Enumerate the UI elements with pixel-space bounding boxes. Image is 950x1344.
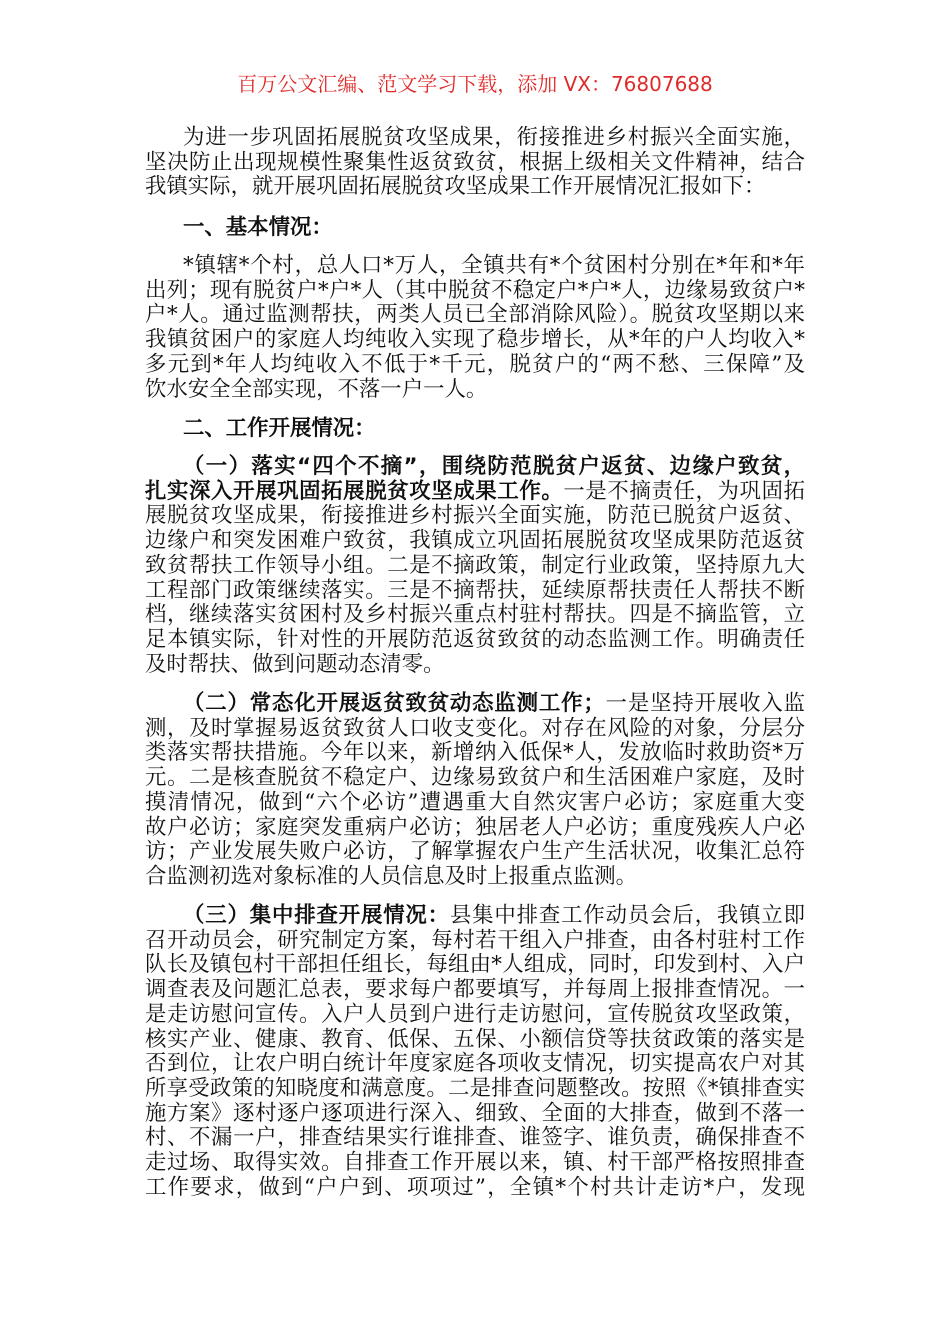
body-text: 工程部门政策继续落实。三是不摘帮扶，延续原帮扶责任人帮扶不断 [145, 577, 805, 603]
body-text: *镇辖*个村，总人口*万人，全镇共有*个贫困村分别在*年和*年 [183, 253, 805, 278]
paragraph-line [145, 765, 805, 790]
paragraph-line [145, 1125, 805, 1150]
paragraph-line [145, 352, 805, 377]
paragraph-line [145, 528, 805, 553]
body-text: 队长及镇包村干部担任组长，每组由*人组成，同时，印发到村、入户 [145, 952, 805, 978]
paragraph-line [145, 327, 805, 352]
bold-lead-text: （一）落实“四个不摘”，围绕防范脱贫户返贫、边缘户致贫， [183, 454, 805, 479]
body-text: 县集中排查工作动员会后，我镇立即 [449, 903, 805, 928]
body-text: 致贫帮扶工作领导小组。二是不摘政策，制定行业政策，坚持原九大 [145, 552, 805, 578]
bold-lead-text: （三）集中排查开展情况： [183, 903, 450, 928]
body-text: 测，及时掌握易返贫致贫人口收支变化。对存在风险的对象，分层分 [145, 715, 805, 741]
body-text: 边缘户和突发困难户致贫，我镇成立巩固拓展脱贫攻坚成果防范返贫 [145, 528, 805, 554]
body-text: 合监测初选对象标准的人员信息及时上报重点监测。 [145, 863, 637, 889]
body-text: 否到位，让农户明白统计年度家庭各项收支情况，切实提高农户对其 [145, 1051, 805, 1077]
paragraph-line [145, 553, 805, 578]
body-text: 一是不摘责任，为巩固拓 [563, 478, 805, 504]
paragraph-line [145, 602, 805, 627]
bold-lead-text: （二）常态化开展返贫致贫动态监测工作； [183, 691, 605, 716]
paragraph-line [145, 627, 805, 652]
section-heading: 一、基本情况： [183, 215, 333, 240]
watermark-header: 百万公文汇编、范文学习下载，添加 VX：76807688 [237, 72, 713, 96]
paragraph-line [145, 1051, 805, 1076]
body-text: 走过场、取得实效。自排查工作开展以来，镇、村干部严格按照排查 [145, 1150, 805, 1175]
body-text: 施方案》逐村逐户逐项进行深入、细致、全面的大排查，做到不落一 [145, 1100, 805, 1126]
bold-lead-text: 扎实深入开展巩固拓展脱贫攻坚成果工作。 [145, 478, 564, 504]
body-text: 饮水安全全部实现，不落一户一人。 [145, 376, 488, 402]
paragraph-line [145, 479, 805, 504]
body-text: 摸清情况，做到“六个必访”遭遇重大自然灾害户必访；家庭重大变 [145, 789, 805, 815]
body-text: 调查表及问题汇总表，要求每户都要填写，并每周上报排查情况。一 [145, 977, 805, 1003]
body-text: 为进一步巩固拓展脱贫攻坚成果，衔接推进乡村振兴全面实施， [183, 125, 805, 150]
body-text: 工作要求，做到“户户到、项项过”，全镇*个村共计走访*户，发现 [145, 1174, 805, 1200]
body-text: 足本镇实际，针对性的开展防范返贫致贫的动态监测工作。明确责任 [145, 626, 805, 652]
paragraph-line [145, 1150, 805, 1175]
body-text: 故户必访；家庭突发重病户必访；独居老人户必访；重度残疾人户必 [145, 814, 805, 840]
paragraph-line [145, 578, 805, 603]
paragraph-line [145, 503, 805, 528]
body-text: 户*人。通过监测帮扶，两类人员已全部消除风险）。脱贫攻坚期以来 [145, 302, 805, 328]
paragraph-line [145, 815, 805, 840]
paragraph-line [183, 691, 805, 716]
paragraph-line [145, 652, 805, 677]
paragraph-line [145, 1175, 805, 1200]
body-text: 召开动员会，研究制定方案，每村若干组入户排查，由各村驻村工作 [145, 927, 805, 953]
paragraph-line [145, 150, 805, 175]
paragraph-line [145, 839, 805, 864]
paragraph-line [183, 253, 805, 278]
body-text: 所享受政策的知晓度和满意度。二是排查问题整改。按照《*镇排查实 [145, 1075, 805, 1101]
paragraph-line [145, 1101, 805, 1126]
paragraph-line [145, 377, 805, 402]
body-text: 一是坚持开展收入监 [604, 691, 805, 716]
body-text: 及时帮扶、做到问题动态清零。 [145, 651, 445, 677]
body-text: 多元到*年人均纯收入不低于*千元，脱贫户的“两不愁、三保障”及 [145, 351, 805, 377]
paragraph-line [145, 790, 805, 815]
body-text: 档，继续落实贫困村及乡村振兴重点村驻村帮扶。四是不摘监管，立 [145, 602, 805, 628]
paragraph-line [183, 903, 805, 928]
paragraph-line [183, 125, 805, 150]
paragraph-line [145, 278, 805, 303]
body-text: 我镇实际，就开展巩固拓展脱贫攻坚成果工作开展情况汇报如下： [145, 174, 766, 200]
paragraph-line [145, 928, 805, 953]
paragraph-line [145, 1076, 805, 1101]
paragraph-line [145, 740, 805, 765]
body-text: 核实产业、健康、教育、低保、五保、小额信贷等扶贫政策的落实是 [145, 1026, 805, 1052]
paragraph-line [145, 864, 805, 889]
paragraph-line [145, 302, 805, 327]
paragraph-line [145, 977, 805, 1002]
paragraph-line [183, 454, 805, 479]
body-text: 展脱贫攻坚成果，衔接推进乡村振兴全面实施，防范已脱贫户返贫、 [145, 503, 805, 529]
body-text: 村、不漏一户，排查结果实行谁排查、谁签字、谁负责，确保排查不 [145, 1125, 805, 1151]
body-text: 出列；现有脱贫户*户*人（其中脱贫不稳定户*户*人，边缘易致贫户* [145, 277, 805, 303]
paragraph-line [145, 952, 805, 977]
body-text: 元。二是核查脱贫不稳定户、边缘易致贫户和生活困难户家庭，及时 [145, 765, 805, 791]
paragraph-line [145, 1002, 805, 1027]
paragraph-line [145, 1027, 805, 1052]
body-text: 访；产业发展失败户必访，了解掌握农户生产生活状况，收集汇总符 [145, 839, 805, 865]
section-heading: 二、工作开展情况： [183, 416, 376, 441]
paragraph-line [145, 716, 805, 741]
body-text: 我镇贫困户的家庭人均纯收入实现了稳步增长，从*年的户人均收入* [145, 327, 805, 353]
body-text: 类落实帮扶措施。今年以来，新增纳入低保*人，发放临时救助资*万 [145, 740, 805, 766]
body-text: 坚决防止出现规模性聚集性返贫致贫，根据上级相关文件精神，结合 [145, 149, 805, 175]
body-text: 是走访慰问宣传。入户人员到户进行走访慰问，宣传脱贫攻坚政策， [145, 1001, 805, 1027]
paragraph-line [145, 174, 805, 199]
